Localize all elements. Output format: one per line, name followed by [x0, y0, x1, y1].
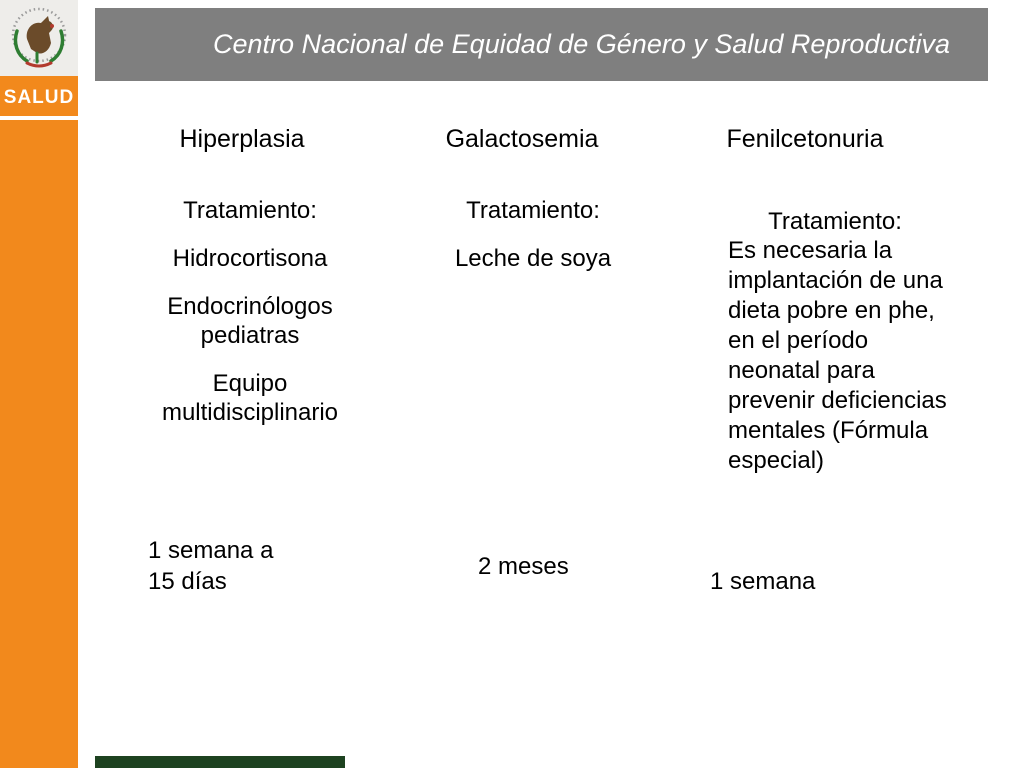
- logo-box: [0, 0, 78, 76]
- sidebar: [0, 0, 78, 768]
- duration-fenilcetonuria: 1 semana: [710, 568, 816, 595]
- treatment-item: Equipo multidisciplinario: [161, 370, 339, 426]
- column-title-hiperplasia: Hiperplasia: [179, 125, 305, 153]
- treatment-item: Es necesaria la implantación de una dieta pobre en phe, en el período neonatal para prevenir deficiencias mentales (Fórmula especial): [728, 237, 947, 474]
- treatment-item: Hidrocortisona: [172, 245, 328, 272]
- column-body-hiperplasia: [140, 196, 360, 446]
- column-title-fenilcetonuria: Fenilcetonuria: [726, 125, 884, 153]
- treatment-label: Tratamiento:: [466, 197, 600, 224]
- treatment-label: Tratamiento:: [183, 197, 317, 224]
- duration-galactosemia: 2 meses: [478, 553, 569, 580]
- footer-progress-bar: [95, 756, 345, 768]
- sidebar-divider: [0, 116, 78, 120]
- duration-hiperplasia: 1 semana a 15 días: [148, 537, 274, 595]
- column-body-galactosemia: [423, 196, 643, 292]
- treatment-label: Tratamiento:: [768, 208, 902, 235]
- header-bar: [95, 8, 988, 81]
- treatment-item: Endocrinólogos pediatras: [167, 293, 333, 349]
- header-title: Centro Nacional de Equidad de Género y Salud Reproductiva: [213, 29, 950, 59]
- mexico-coat-of-arms-icon: [7, 5, 71, 71]
- treatment-item: Leche de soya: [454, 245, 612, 272]
- salud-wordmark: SALUD: [3, 87, 75, 108]
- column-title-galactosemia: Galactosemia: [445, 125, 599, 153]
